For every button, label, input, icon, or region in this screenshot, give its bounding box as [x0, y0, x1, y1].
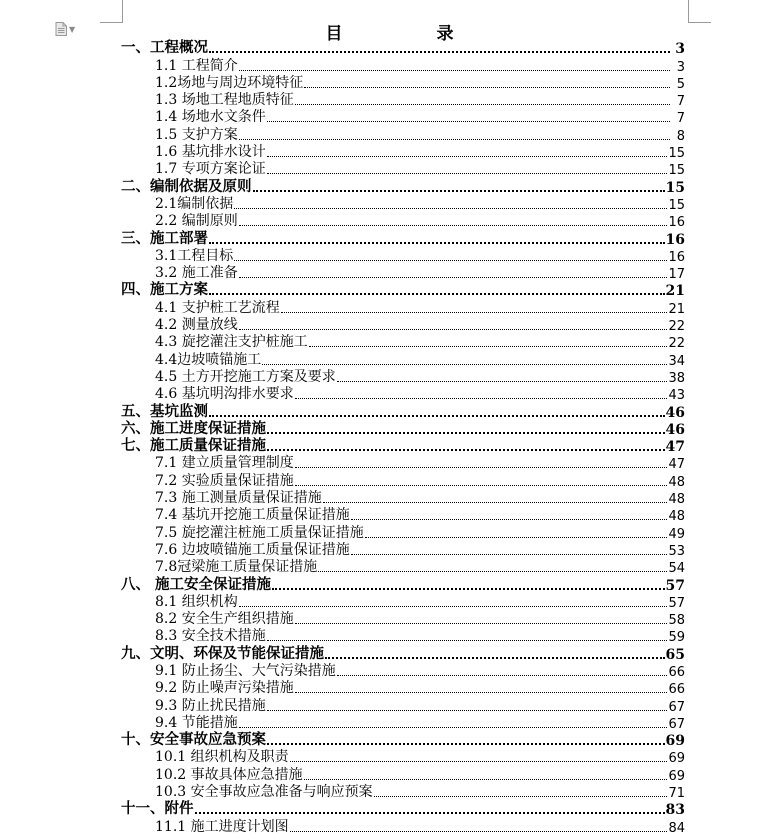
dot-leader — [318, 571, 667, 572]
toc-entry-page-number: 15 — [665, 179, 685, 196]
toc-entry-label: 8.1 组织机构 — [155, 593, 238, 610]
toc-entry-page-number: 46 — [665, 404, 685, 421]
dot-leader — [239, 70, 670, 71]
toc-entry-page-number: 67 — [668, 699, 685, 715]
toc-section-entry[interactable] — [121, 784, 685, 801]
toc-entry-label: 三、施工部署 — [121, 229, 208, 247]
toc-entry-label: 1.3 场地工程地质特征 — [155, 92, 294, 109]
dot-leader — [323, 502, 668, 503]
toc-title: 目 录 — [325, 24, 498, 44]
dot-leader — [365, 537, 668, 538]
toc-entry-page-number: 48 — [668, 509, 685, 525]
dot-leader — [351, 519, 668, 520]
toc-entry-label: 11.1 施工进度计划图 — [155, 818, 289, 835]
caret-down-icon: ▼ — [69, 24, 76, 34]
toc-entry-page-number: 17 — [668, 267, 685, 283]
toc-entry-page-number: 57 — [668, 595, 685, 611]
toc-entry-label: 9.2 防止噪声污染措施 — [155, 680, 294, 697]
toc-entry-label: 10.2 事故具体应急措施 — [155, 766, 303, 783]
toc-entry-page-number: 7 — [676, 111, 685, 127]
toc-entry-label: 7.2 实验质量保证措施 — [155, 472, 294, 489]
dot-leader — [195, 812, 665, 814]
dot-leader — [295, 692, 668, 693]
toc-entry-label: 9.4 节能措施 — [155, 714, 238, 731]
dot-leader — [304, 779, 668, 780]
toc-entry-page-number: 48 — [668, 492, 685, 508]
dot-leader — [281, 312, 668, 313]
toc-entry-page-number: 48 — [668, 474, 685, 490]
toc-entry-page-number: 21 — [665, 283, 685, 300]
toc-entry-label: 1.5 支护方案 — [155, 126, 238, 143]
toc-entry-label: 10.3 安全事故应急准备与响应预案 — [155, 784, 373, 801]
toc-entry-page-number: 38 — [668, 370, 685, 386]
dot-leader — [239, 606, 668, 607]
dot-leader — [267, 173, 668, 174]
toc-entry-label: 1.2场地与周边环境特征 — [155, 74, 304, 91]
dot-leader — [267, 449, 665, 451]
dot-leader — [295, 623, 668, 624]
toc-entry-page-number: 16 — [668, 215, 685, 231]
toc-entry-page-number: 69 — [668, 751, 685, 767]
dot-leader — [267, 743, 665, 745]
toc-entry-page-number: 8 — [676, 128, 685, 144]
dot-leader — [234, 260, 667, 261]
dot-leader — [351, 554, 668, 555]
toc-entry-label: 7.4 基坑开挖施工质量保证措施 — [155, 507, 350, 524]
dot-leader — [209, 242, 665, 244]
toc-entry-label: 9.3 防止扰民措施 — [155, 697, 266, 714]
toc-entry-label: 4.4边坡喷锚施工 — [155, 351, 262, 368]
toc-entry-page-number: 69 — [665, 733, 685, 750]
toc-entry-page-number: 22 — [668, 319, 685, 335]
toc-entry-label: 7.3 施工测量质量保证措施 — [155, 490, 322, 507]
toc-entry-label: 1.6 基坑排水设计 — [155, 144, 266, 161]
dot-leader — [253, 190, 665, 192]
toc-entry-label: 1.1 工程简介 — [155, 57, 238, 74]
toc-entry-page-number: 84 — [668, 820, 685, 836]
toc-entry-page-number: 3 — [676, 59, 685, 75]
toc-entry-page-number: 21 — [668, 301, 685, 317]
toc-entry-page-number: 15 — [668, 163, 685, 179]
toc-entry-label: 7.5 旋挖灌注桩施工质量保证措施 — [155, 524, 364, 541]
toc-entry-label: 4.1 支护桩工艺流程 — [155, 299, 280, 316]
dot-leader — [295, 485, 668, 486]
table-of-contents — [121, 40, 685, 836]
toc-entry-label: 十、安全事故应急预案 — [121, 731, 266, 749]
toc-entry-page-number: 47 — [668, 457, 685, 473]
dot-leader — [267, 121, 670, 122]
toc-entry-label: 十一、附件 — [121, 800, 194, 818]
toc-entry-label: 7.1 建立质量管理制度 — [155, 455, 294, 472]
toc-entry-label: 4.5 土方开挖施工方案及要求 — [155, 368, 336, 385]
toc-entry-page-number: 47 — [665, 439, 685, 456]
dot-leader — [267, 156, 668, 157]
toc-entry-label: 2.2 编制原则 — [155, 213, 238, 230]
toc-entry-label: 8.2 安全生产组织措施 — [155, 611, 294, 628]
toc-entry-page-number: 5 — [676, 76, 685, 92]
toc-entry-page-number: 43 — [668, 388, 685, 404]
toc-entry-page-number: 69 — [668, 768, 685, 784]
toc-entry-page-number: 53 — [668, 543, 685, 559]
dot-leader — [209, 415, 665, 417]
dot-leader — [272, 588, 664, 590]
dot-leader — [209, 51, 670, 53]
toc-entry-page-number: 16 — [668, 249, 685, 265]
toc-entry-page-number: 65 — [665, 646, 685, 663]
toc-entry-label: 3.1工程目标 — [155, 247, 234, 264]
toc-entry-page-number: 57 — [665, 577, 685, 594]
toc-entry-page-number: 71 — [668, 786, 685, 802]
toc-entry-page-number: 46 — [665, 421, 685, 438]
toc-entry-page-number: 67 — [668, 716, 685, 732]
dot-leader — [337, 381, 668, 382]
dot-leader — [295, 467, 668, 468]
toc-entry-page-number: 66 — [668, 682, 685, 698]
toc-entry-label: 2.1编制依据 — [155, 195, 234, 212]
toc-entry-label: 二、编制依据及原则 — [121, 177, 252, 195]
dot-leader — [234, 208, 667, 209]
dot-leader — [239, 277, 668, 278]
toc-entry-page-number: 3 — [675, 41, 685, 58]
toc-entry-label: 1.7 专项方案论证 — [155, 161, 266, 178]
toc-entry-page-number: 7 — [676, 94, 685, 110]
toc-entry-page-number: 16 — [665, 231, 685, 248]
toc-entry-label: 9.1 防止扬尘、大气污染措施 — [155, 662, 336, 679]
toc-entry-page-number: 59 — [668, 630, 685, 646]
dot-leader — [304, 87, 670, 88]
toc-entry-label: 1.4 场地水文条件 — [155, 109, 266, 126]
dot-leader — [337, 675, 668, 676]
dot-leader — [239, 727, 668, 728]
toc-entry-label: 四、施工方案 — [121, 281, 208, 299]
toc-entry-label: 4.6 基坑明沟排水要求 — [155, 386, 294, 403]
toc-entry-label: 4.2 测量放线 — [155, 317, 238, 334]
dot-leader — [239, 139, 670, 140]
toc-entry-page-number: 34 — [668, 353, 685, 369]
toc-entry-label: 五、基坑监测 — [121, 402, 208, 420]
dot-leader — [239, 329, 668, 330]
toc-entry-label: 10.1 组织机构及职责 — [155, 749, 289, 766]
dot-leader — [262, 364, 667, 365]
toc-entry-page-number: 83 — [665, 802, 685, 819]
toc-entry-label: 7.8冠梁施工质量保证措施 — [155, 559, 318, 576]
toc-entry-label: 一、工程概况 — [121, 39, 208, 57]
toc-entry-page-number: 66 — [668, 664, 685, 680]
dot-leader — [309, 346, 668, 347]
dot-leader — [295, 398, 668, 399]
dot-leader — [290, 831, 668, 832]
dot-leader — [267, 710, 668, 711]
toc-entry-label: 八、 施工安全保证措施 — [121, 575, 272, 593]
toc-entry-page-number: 15 — [668, 146, 685, 162]
dot-leader — [290, 761, 668, 762]
toc-entry-page-number: 15 — [668, 197, 685, 213]
dot-leader — [374, 796, 668, 797]
toc-entry-label: 七、施工质量保证措施 — [121, 437, 266, 455]
toc-entry-label: 九、文明、环保及节能保证措施 — [121, 644, 324, 662]
dot-leader — [267, 640, 668, 641]
dot-leader — [295, 104, 670, 105]
dot-leader — [325, 657, 665, 659]
dot-leader — [239, 225, 668, 226]
toc-entry-label: 8.3 安全技术措施 — [155, 628, 266, 645]
toc-entry-label: 六、施工进度保证措施 — [121, 419, 266, 437]
toc-entry-label: 3.2 施工准备 — [155, 265, 238, 282]
toc-section-entry[interactable] — [121, 818, 685, 835]
toc-entry-page-number: 49 — [668, 526, 685, 542]
toc-entry-page-number: 22 — [668, 336, 685, 352]
toc-entry-page-number: 54 — [668, 561, 685, 577]
dot-leader — [267, 432, 665, 434]
toc-entry-label: 4.3 旋挖灌注支护桩施工 — [155, 334, 308, 351]
toc-entry-label: 7.6 边坡喷锚施工质量保证措施 — [155, 541, 350, 558]
dot-leader — [209, 293, 665, 295]
toc-entry-page-number: 58 — [668, 613, 685, 629]
